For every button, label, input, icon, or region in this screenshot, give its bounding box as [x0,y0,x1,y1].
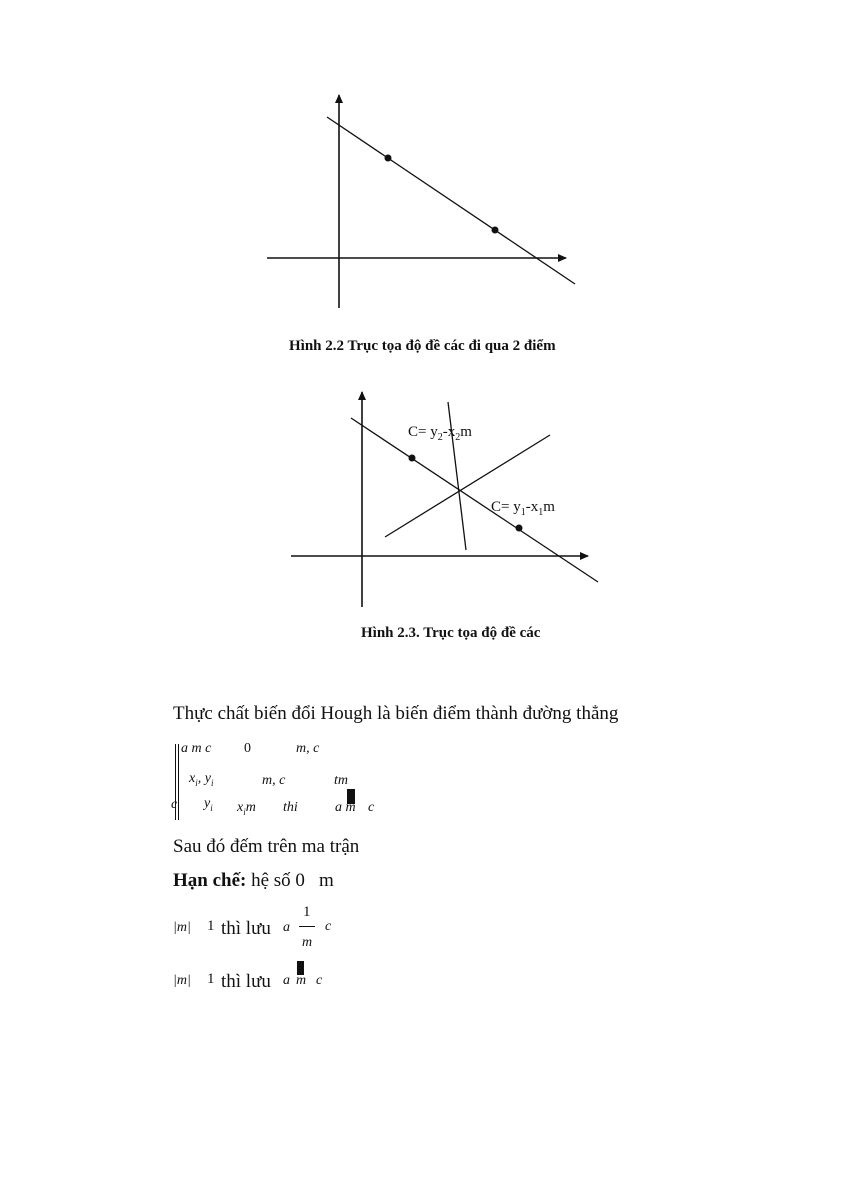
cond2-a: a [283,973,290,988]
cond2-m: m [296,973,307,988]
formula-r1-b: 0 [244,741,251,756]
cond1-one: 1 [207,918,215,934]
label-c-y2: $C= y_2-x_2m$ [408,424,472,443]
cond1-text: thì lưu [221,918,271,939]
line-c-equals-y1 [385,435,550,537]
cond1-num: 1 [303,904,311,920]
formula-r2-c: m, c [262,773,286,788]
formula-r1-a: a m c [181,741,212,756]
formula-r3-thi: thi [283,800,298,815]
formula-r3-lead: c [171,797,178,812]
point-2 [516,525,523,532]
count-line: Sau đó đếm trên ma trận [173,836,360,857]
formula-r3-c: c [368,800,375,815]
cond2-text: thì lưu [221,971,271,992]
limitation-line: Hạn chế: hệ số 0 m [173,870,334,891]
cond1-abs-m: |m| [173,920,191,935]
formula-r3-am: a m [335,800,356,815]
figure-2-3-caption: Hình 2.3. Trục tọa độ đề các [361,625,541,641]
formula-r2-xy: $x_i$, $y_i$ [189,771,214,788]
cond1-c: c [325,919,332,934]
cartesian-line [351,418,598,582]
cond2-one: 1 [207,971,215,987]
intro-paragraph: Thực chất biến đổi Hough là biến điểm thành đường thẳng [173,703,619,724]
formula-r2-d: tm [334,773,348,788]
point-1 [409,455,416,462]
cond1-a: a [283,920,290,935]
cond2-abs-m: |m| [173,973,191,988]
figure-2-2-caption: Hình 2.2 Trục tọa độ đề các đi qua 2 điểm [289,338,556,354]
formula-r3-xm: $x_im$ [237,800,256,817]
formula-r3-y: $y_i$ [204,796,213,813]
cond2-c: c [316,973,323,988]
formula-r1-c: m, c [296,741,320,756]
cond1-den: m [302,935,313,950]
label-c-y1: $C= y_1-x_1m$ [491,499,555,518]
cond1-fraction-bar [299,926,315,927]
